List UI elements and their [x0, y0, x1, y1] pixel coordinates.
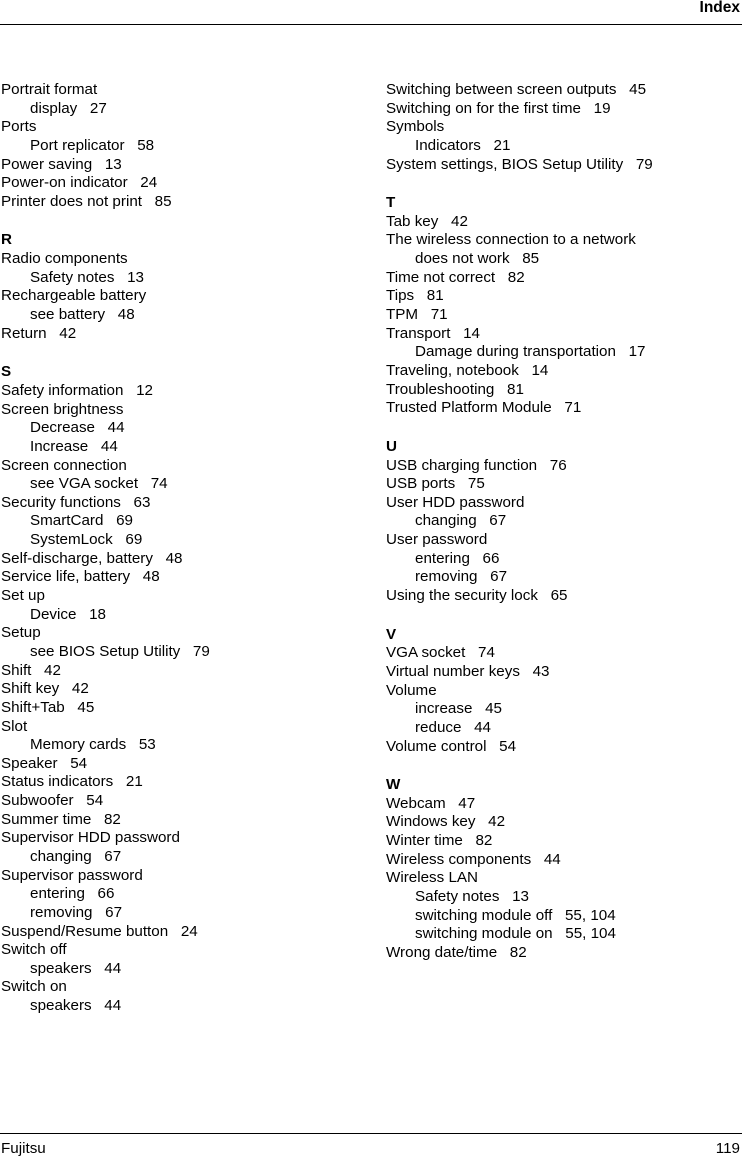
index-entry: Symbols — [386, 118, 445, 136]
index-entry: Subwoofer 54 — [1, 792, 104, 810]
index-column-left — [1, 81, 371, 1016]
index-subentry: removing 67 — [30, 903, 123, 921]
index-entry: Volume — [386, 681, 437, 699]
header-divider — [0, 24, 742, 25]
index-entry: Tips 81 — [386, 287, 444, 305]
index-entry: USB ports 75 — [386, 475, 485, 493]
index-entry: Shift key 42 — [1, 680, 89, 698]
index-entry: Portrait format — [1, 81, 98, 98]
index-entry: USB charging function 76 — [386, 456, 567, 474]
index-subentry: see BIOS Setup Utility 79 — [30, 642, 210, 660]
index-section-letter: W — [386, 776, 401, 794]
index-entry: Set up — [1, 587, 45, 605]
index-entry: Safety information 12 — [1, 381, 153, 399]
index-subentry: reduce 44 — [415, 718, 491, 736]
index-section-letter: S — [1, 363, 12, 381]
index-subentry: speakers 44 — [30, 997, 122, 1015]
index-entry: Ports — [1, 118, 37, 136]
index-entry: The wireless connection to a network — [386, 231, 636, 249]
index-entry: Traveling, notebook 14 — [386, 361, 549, 379]
index-subentry: switching module off 55, 104 — [415, 906, 616, 924]
index-entry: Wireless LAN — [386, 869, 478, 887]
index-entry: Status indicators 21 — [1, 773, 143, 791]
index-subentry: speakers 44 — [30, 959, 122, 977]
index-entry: Service life, battery 48 — [1, 568, 160, 586]
index-subentry: see battery 48 — [30, 306, 135, 324]
index-subentry: changing 67 — [415, 512, 507, 530]
index-entry: Trusted Platform Module 71 — [386, 399, 582, 417]
footer-divider — [0, 1133, 742, 1134]
index-entry: Printer does not print 85 — [1, 192, 172, 210]
index-entry: Webcam 47 — [386, 794, 476, 812]
index-entry: Volume control 54 — [386, 737, 517, 755]
index-entry: Tab key 42 — [386, 212, 468, 230]
index-entry: Power saving 13 — [1, 155, 122, 173]
index-entry: Supervisor HDD password — [1, 829, 180, 847]
index-subentry: Indicators 21 — [415, 136, 511, 154]
index-entry: Screen brightness — [1, 400, 124, 418]
index-entry: Time not correct 82 — [386, 268, 525, 286]
index-section-letter: V — [386, 625, 397, 643]
index-entry: Return 42 — [1, 324, 77, 342]
index-subentry: does not work 85 — [415, 250, 540, 268]
index-entry: Screen connection — [1, 456, 127, 474]
page-number: 119 — [715, 1140, 740, 1157]
index-entry: Windows key 42 — [386, 813, 506, 831]
index-subentry: Safety notes 13 — [415, 887, 529, 905]
index-subentry: Memory cards 53 — [30, 736, 156, 754]
index-entry: Using the security lock 65 — [386, 587, 568, 605]
index-section-letter: R — [1, 231, 12, 249]
index-entry: Power-on indicator 24 — [1, 174, 158, 192]
index-subentry: entering 66 — [30, 885, 115, 903]
index-entry: Supervisor password — [1, 866, 143, 884]
index-entry: Speaker 54 — [1, 754, 88, 772]
index-entry: TPM 71 — [386, 306, 448, 324]
index-subentry: increase 45 — [415, 700, 502, 718]
index-entry: System settings, BIOS Setup Utility 79 — [386, 155, 653, 173]
index-subentry: SystemLock 69 — [30, 531, 143, 549]
index-entry: Summer time 82 — [1, 810, 121, 828]
index-subentry: Safety notes 13 — [30, 268, 144, 286]
index-entry: Transport 14 — [386, 324, 480, 342]
index-subentry: entering 66 — [415, 549, 500, 567]
index-entry: Rechargeable battery — [1, 287, 147, 305]
index-entry: Security functions 63 — [1, 493, 151, 511]
index-entry: Switching on for the first time 19 — [386, 99, 611, 117]
page-header-title: Index — [699, 0, 740, 16]
index-entry: Virtual number keys 43 — [386, 662, 550, 680]
index-subentry: Port replicator 58 — [30, 136, 155, 154]
index-entry: Shift 42 — [1, 661, 61, 679]
index-column-right — [386, 81, 736, 963]
index-subentry: Device 18 — [30, 605, 106, 623]
footer-brand: Fujitsu — [1, 1140, 46, 1157]
index-entry: User password — [386, 531, 488, 549]
index-subentry: display 27 — [30, 99, 107, 117]
index-subentry: changing 67 — [30, 847, 122, 865]
index-entry: Wireless components 44 — [386, 850, 561, 868]
index-entry: Switching between screen outputs 45 — [386, 81, 647, 98]
index-entry: Wrong date/time 82 — [386, 943, 527, 961]
index-entry: Switch on — [1, 978, 67, 996]
index-entry: Troubleshooting 81 — [386, 380, 524, 398]
index-subentry: removing 67 — [415, 568, 508, 586]
index-subentry: SmartCard 69 — [30, 512, 133, 530]
index-section-letter: U — [386, 437, 397, 455]
index-entry: Suspend/Resume button 24 — [1, 922, 198, 940]
index-subentry: Increase 44 — [30, 437, 118, 455]
index-entry: Radio components — [1, 250, 128, 268]
index-entry: Slot — [1, 717, 28, 735]
index-section-letter: T — [386, 194, 396, 212]
index-subentry: Decrease 44 — [30, 419, 125, 437]
index-subentry: switching module on 55, 104 — [415, 925, 616, 943]
index-entry: Shift+Tab 45 — [1, 698, 95, 716]
index-entry: Setup — [1, 624, 41, 642]
index-entry: User HDD password — [386, 493, 525, 511]
index-entry: Self-discharge, battery 48 — [1, 549, 183, 567]
index-entry: Winter time 82 — [386, 832, 493, 850]
index-entry: VGA socket 74 — [386, 644, 495, 662]
index-subentry: see VGA socket 74 — [30, 475, 168, 493]
index-entry: Switch off — [1, 941, 67, 959]
index-subentry: Damage during transportation 17 — [415, 343, 646, 361]
